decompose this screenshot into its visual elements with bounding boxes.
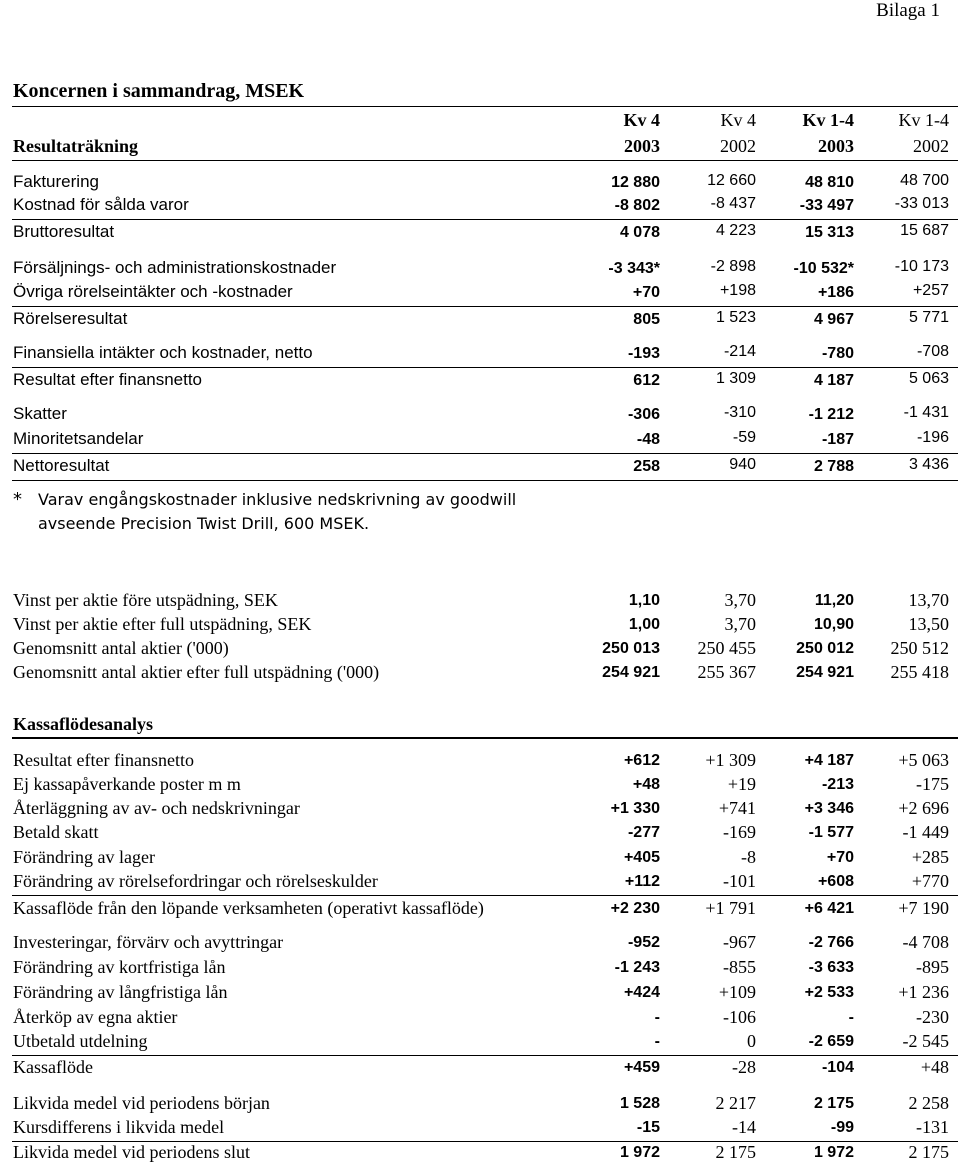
appendix-label: Bilaga 1 xyxy=(876,0,940,21)
value-kv4-2002: +109 xyxy=(718,982,756,1002)
value-kv1-4-2003: +2 533 xyxy=(804,984,854,1001)
table-row xyxy=(0,222,960,246)
value-kv1-4-2003: -2 659 xyxy=(808,1033,854,1050)
divider xyxy=(12,160,958,161)
value-kv1-4-2003: - xyxy=(848,1009,854,1026)
value-kv4-2002: +1 309 xyxy=(705,750,756,770)
value-kv4-2003: 12 880 xyxy=(611,174,660,191)
divider xyxy=(12,453,958,454)
value-kv4-2003: -277 xyxy=(627,824,660,841)
col-header-kv4-2002-line2: 2002 xyxy=(720,136,756,156)
value-kv1-4-2002: 5 771 xyxy=(908,309,949,326)
col-header-kv4-2003-line1: Kv 4 xyxy=(623,110,660,130)
col-header-kv1-4-2003-line2: 2003 xyxy=(818,136,854,156)
value-kv1-4-2002: -230 xyxy=(916,1007,949,1027)
table-row xyxy=(0,822,960,846)
value-kv1-4-2002: 255 418 xyxy=(890,662,949,682)
table-row xyxy=(0,429,960,453)
value-kv4-2003: +612 xyxy=(623,752,660,769)
value-kv1-4-2003: 4 967 xyxy=(813,311,854,328)
table-row xyxy=(0,258,960,282)
table-row xyxy=(0,590,960,614)
row-label: Övriga rörelseintäkter och -kostnader xyxy=(13,282,293,301)
col-header-kv1-4-2002-line1: Kv 1-4 xyxy=(898,110,949,130)
value-kv1-4-2002: -196 xyxy=(916,429,949,446)
value-kv1-4-2002: -10 173 xyxy=(894,258,949,275)
value-kv1-4-2003: 250 012 xyxy=(796,640,854,657)
value-kv1-4-2002: +285 xyxy=(911,847,949,867)
value-kv4-2003: -952 xyxy=(627,934,660,951)
table-row xyxy=(0,982,960,1006)
value-kv1-4-2002: 13,50 xyxy=(908,614,949,634)
table-row xyxy=(0,1031,960,1055)
row-label: Återläggning av av- och nedskrivningar xyxy=(13,798,300,818)
value-kv4-2003: -1 243 xyxy=(614,959,660,976)
row-label: Resultat efter finansnetto xyxy=(13,750,194,770)
value-kv4-2002: 0 xyxy=(747,1031,756,1051)
value-kv1-4-2003: 2 788 xyxy=(813,458,854,475)
value-kv4-2002: +1 791 xyxy=(705,898,756,918)
value-kv4-2002: -59 xyxy=(732,429,756,446)
footnote-line-2: avseende Precision Twist Drill, 600 MSEK. xyxy=(38,514,370,533)
value-kv4-2003: -15 xyxy=(636,1119,660,1136)
divider xyxy=(12,480,958,481)
row-label: Betald skatt xyxy=(13,822,99,842)
value-kv4-2002: 3,70 xyxy=(724,614,756,634)
value-kv4-2002: -214 xyxy=(723,343,756,360)
divider xyxy=(12,737,958,739)
row-label: Försäljnings- och administrationskostnader xyxy=(13,258,337,277)
value-kv4-2003: +2 230 xyxy=(610,900,660,917)
value-kv1-4-2002: -1 431 xyxy=(903,404,949,421)
table-row xyxy=(0,614,960,638)
cashflow-heading: Kassaflödesanalys xyxy=(13,714,154,734)
value-kv1-4-2003: 254 921 xyxy=(796,664,854,681)
value-kv1-4-2003: 48 810 xyxy=(805,174,854,191)
table-row xyxy=(0,662,960,686)
row-label: Kursdifferens i likvida medel xyxy=(13,1117,225,1137)
value-kv4-2002: -169 xyxy=(723,822,756,842)
row-label: Förändring av lager xyxy=(13,847,155,867)
value-kv4-2002: -8 437 xyxy=(710,195,756,212)
income-statement-heading: Resultaträkning xyxy=(13,136,139,156)
value-kv1-4-2003: -187 xyxy=(821,431,854,448)
value-kv4-2003: +1 330 xyxy=(610,800,660,817)
value-kv4-2002: +19 xyxy=(727,774,756,794)
value-kv4-2002: 255 367 xyxy=(697,662,756,682)
value-kv1-4-2002: 48 700 xyxy=(900,172,949,189)
table-row xyxy=(0,1142,960,1166)
row-label: Minoritetsandelar xyxy=(13,429,144,448)
table-row xyxy=(0,871,960,895)
value-kv4-2002: 4 223 xyxy=(715,222,756,239)
value-kv1-4-2003: +4 187 xyxy=(804,752,854,769)
value-kv1-4-2003: +70 xyxy=(826,849,854,866)
table-row xyxy=(0,172,960,196)
value-kv1-4-2003: +3 346 xyxy=(804,800,854,817)
value-kv4-2003: +424 xyxy=(623,984,660,1001)
value-kv4-2003: 1 528 xyxy=(619,1095,660,1112)
value-kv4-2002: -2 898 xyxy=(710,258,756,275)
value-kv1-4-2002: 2 175 xyxy=(908,1142,949,1162)
value-kv4-2003: -3 343* xyxy=(608,260,660,277)
table-row xyxy=(0,1007,960,1031)
value-kv4-2003: -48 xyxy=(636,431,660,448)
value-kv4-2003: -8 802 xyxy=(614,197,660,214)
row-label: Återköp av egna aktier xyxy=(13,1007,178,1027)
value-kv4-2002: 12 660 xyxy=(707,172,756,189)
value-kv4-2002: 2 217 xyxy=(715,1093,756,1113)
value-kv4-2003: 1 972 xyxy=(619,1144,660,1161)
value-kv4-2002: 2 175 xyxy=(715,1142,756,1162)
value-kv1-4-2002: 5 063 xyxy=(908,370,949,387)
row-label: Likvida medel vid periodens början xyxy=(13,1093,270,1113)
value-kv1-4-2002: +48 xyxy=(920,1057,949,1077)
row-label: Finansiella intäkter och kostnader, netto xyxy=(13,343,313,362)
value-kv1-4-2003: 10,90 xyxy=(813,616,854,633)
table-row xyxy=(0,195,960,219)
value-kv4-2003: 250 013 xyxy=(602,640,660,657)
value-kv4-2002: 1 523 xyxy=(715,309,756,326)
value-kv4-2002: -106 xyxy=(723,1007,756,1027)
value-kv4-2003: 258 xyxy=(633,458,660,475)
value-kv4-2003: 1,00 xyxy=(628,616,660,633)
value-kv4-2002: -310 xyxy=(723,404,756,421)
value-kv4-2002: -101 xyxy=(723,871,756,891)
row-label: Likvida medel vid periodens slut xyxy=(13,1142,250,1162)
value-kv1-4-2003: 2 175 xyxy=(813,1095,854,1112)
value-kv4-2003: +48 xyxy=(632,776,660,793)
value-kv1-4-2003: 11,20 xyxy=(814,592,854,609)
value-kv4-2003: +405 xyxy=(623,849,660,866)
value-kv1-4-2003: +186 xyxy=(817,284,854,301)
row-label: Förändring av långfristiga lån xyxy=(13,982,228,1002)
report-title: Koncernen i sammandrag, MSEK xyxy=(13,80,305,102)
value-kv1-4-2002: -708 xyxy=(916,343,949,360)
divider xyxy=(12,895,958,896)
value-kv4-2002: 1 309 xyxy=(715,370,756,387)
value-kv1-4-2002: +770 xyxy=(911,871,949,891)
divider xyxy=(12,367,958,368)
col-header-kv1-4-2003-line1: Kv 1-4 xyxy=(802,110,854,130)
value-kv1-4-2002: 3 436 xyxy=(908,456,949,473)
divider xyxy=(12,1055,958,1056)
value-kv4-2003: +459 xyxy=(623,1059,660,1076)
value-kv4-2003: 612 xyxy=(633,372,660,389)
value-kv1-4-2002: +7 190 xyxy=(898,898,949,918)
value-kv1-4-2002: -4 708 xyxy=(902,932,949,952)
value-kv4-2002: -14 xyxy=(732,1117,756,1137)
value-kv1-4-2002: -175 xyxy=(916,774,949,794)
value-kv1-4-2002: +257 xyxy=(912,282,949,299)
table-row xyxy=(0,1093,960,1117)
table-row xyxy=(0,456,960,480)
row-label: Genomsnitt antal aktier efter full utspädning ('000) xyxy=(13,662,380,682)
value-kv4-2002: -855 xyxy=(723,957,756,977)
value-kv1-4-2003: 15 313 xyxy=(805,224,854,241)
table-row xyxy=(0,343,960,367)
value-kv4-2002: +741 xyxy=(718,798,756,818)
divider xyxy=(12,106,958,107)
value-kv4-2003: 805 xyxy=(633,311,660,328)
value-kv1-4-2003: +6 421 xyxy=(804,900,854,917)
table-row xyxy=(0,282,960,306)
row-label: Investeringar, förvärv och avyttringar xyxy=(13,932,284,952)
row-label: Kassaflöde xyxy=(13,1057,93,1077)
footnote-line-1: Varav engångskostnader inklusive nedskrivning av goodwill xyxy=(38,490,517,509)
table-row xyxy=(0,309,960,333)
value-kv4-2002: -967 xyxy=(723,932,756,952)
table-row xyxy=(0,750,960,774)
value-kv1-4-2002: -895 xyxy=(916,957,949,977)
row-label: Kassaflöde från den löpande verksamheten (operativt kassaflöde) xyxy=(13,898,484,918)
row-label: Nettoresultat xyxy=(13,456,110,475)
value-kv4-2003: -193 xyxy=(627,345,660,362)
value-kv1-4-2003: 4 187 xyxy=(813,372,854,389)
table-row xyxy=(0,957,960,981)
table-row xyxy=(0,898,960,922)
row-label: Fakturering xyxy=(13,172,99,191)
value-kv4-2003: 254 921 xyxy=(602,664,660,681)
row-label: Rörelseresultat xyxy=(13,309,128,328)
value-kv4-2003: - xyxy=(654,1009,660,1026)
value-kv4-2003: -306 xyxy=(627,406,660,423)
value-kv4-2002: 940 xyxy=(729,456,756,473)
value-kv1-4-2002: 13,70 xyxy=(908,590,949,610)
value-kv4-2002: -28 xyxy=(732,1057,756,1077)
value-kv4-2003: 4 078 xyxy=(619,224,660,241)
value-kv1-4-2003: -10 532* xyxy=(793,260,854,277)
value-kv1-4-2002: 2 258 xyxy=(908,1093,949,1113)
value-kv4-2003: - xyxy=(654,1033,660,1050)
value-kv1-4-2002: -1 449 xyxy=(902,822,949,842)
row-label: Kostnad för sålda varor xyxy=(13,195,189,214)
value-kv1-4-2002: 15 687 xyxy=(900,222,949,239)
value-kv4-2003: +112 xyxy=(624,873,660,890)
value-kv1-4-2002: -2 545 xyxy=(902,1031,949,1051)
table-row xyxy=(0,932,960,956)
divider xyxy=(12,219,958,220)
value-kv1-4-2002: -131 xyxy=(916,1117,949,1137)
row-label: Ej kassapåverkande poster m m xyxy=(13,774,241,794)
value-kv1-4-2002: +5 063 xyxy=(898,750,949,770)
table-row xyxy=(0,774,960,798)
value-kv4-2002: -8 xyxy=(741,847,756,867)
value-kv1-4-2003: -2 766 xyxy=(808,934,854,951)
row-label: Bruttoresultat xyxy=(13,222,115,241)
value-kv1-4-2003: -3 633 xyxy=(808,959,854,976)
col-header-kv4-2002-line1: Kv 4 xyxy=(720,110,756,130)
col-header-kv4-2003-line2: 2003 xyxy=(624,136,660,156)
row-label: Utbetald utdelning xyxy=(13,1031,148,1051)
table-row xyxy=(0,798,960,822)
value-kv1-4-2003: -33 497 xyxy=(799,197,854,214)
table-row xyxy=(0,638,960,662)
value-kv1-4-2003: 1 972 xyxy=(813,1144,854,1161)
footnote-marker: * xyxy=(13,489,22,510)
table-row xyxy=(0,1057,960,1081)
value-kv1-4-2002: +2 696 xyxy=(898,798,949,818)
value-kv1-4-2003: +608 xyxy=(817,873,854,890)
value-kv1-4-2002: -33 013 xyxy=(894,195,949,212)
value-kv4-2002: 250 455 xyxy=(697,638,756,658)
row-label: Skatter xyxy=(13,404,67,423)
row-label: Förändring av rörelsefordringar och rörelseskulder xyxy=(13,871,378,891)
value-kv1-4-2003: -213 xyxy=(821,776,854,793)
value-kv1-4-2003: -1 212 xyxy=(808,406,854,423)
row-label: Genomsnitt antal aktier ('000) xyxy=(13,638,229,658)
table-row xyxy=(0,370,960,394)
col-header-kv1-4-2002-line2: 2002 xyxy=(913,136,949,156)
value-kv1-4-2003: -780 xyxy=(821,345,854,362)
value-kv1-4-2002: 250 512 xyxy=(890,638,949,658)
value-kv1-4-2003: -99 xyxy=(830,1119,854,1136)
value-kv4-2002: +198 xyxy=(719,282,756,299)
row-label: Resultat efter finansnetto xyxy=(13,370,203,389)
value-kv4-2002: 3,70 xyxy=(724,590,756,610)
row-label: Vinst per aktie efter full utspädning, SEK xyxy=(13,614,312,634)
table-row xyxy=(0,847,960,871)
value-kv4-2003: 1,10 xyxy=(628,592,660,609)
value-kv4-2003: +70 xyxy=(632,284,660,301)
row-label: Förändring av kortfristiga lån xyxy=(13,957,226,977)
row-label: Vinst per aktie före utspädning, SEK xyxy=(13,590,278,610)
value-kv1-4-2003: -104 xyxy=(821,1059,854,1076)
value-kv1-4-2002: +1 236 xyxy=(898,982,949,1002)
value-kv1-4-2003: -1 577 xyxy=(808,824,854,841)
table-row xyxy=(0,1117,960,1141)
table-row xyxy=(0,404,960,428)
divider xyxy=(12,306,958,307)
